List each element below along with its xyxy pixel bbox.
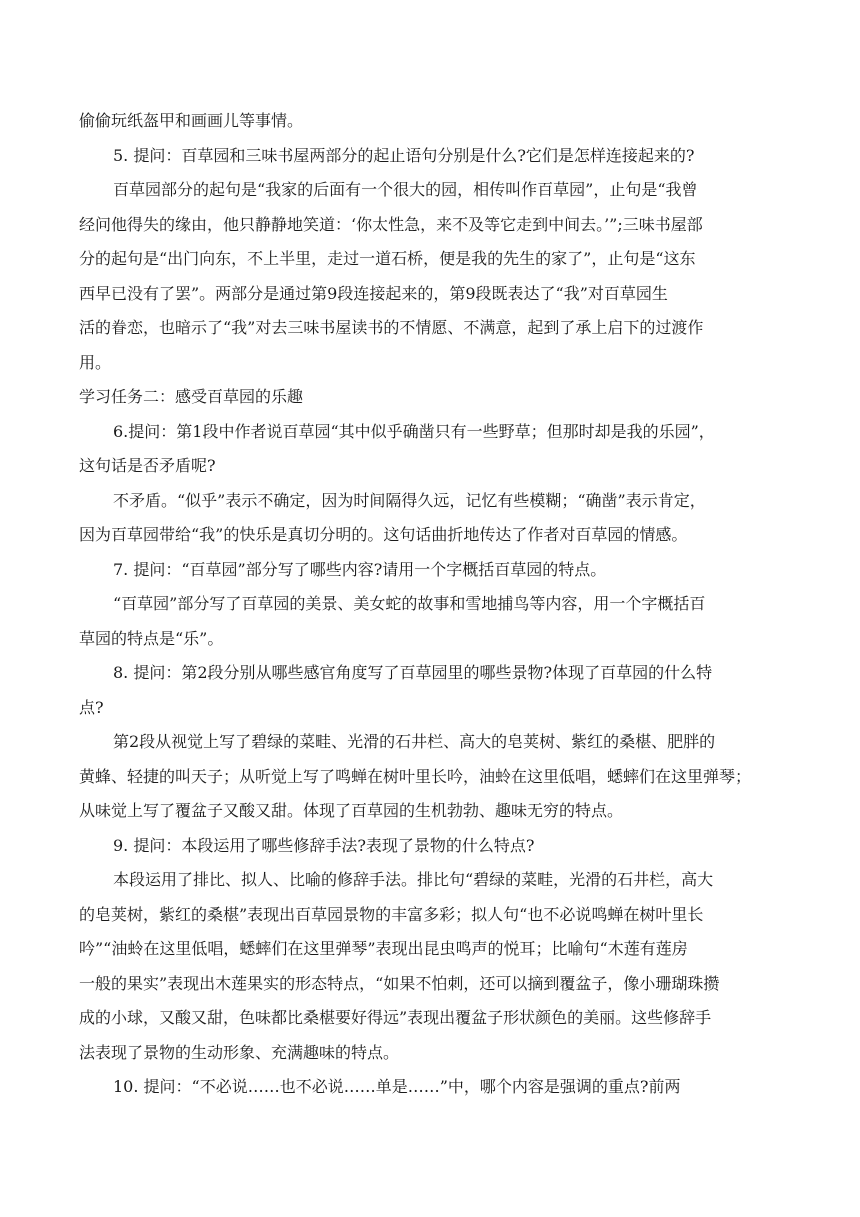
text-line: 因为百草园带给“我”的快乐是真切分明的。这句话曲折地传达了作者对百草园的情感。 — [79, 525, 688, 544]
answer-9 — [79, 863, 786, 1070]
text-line: 用。 — [79, 352, 112, 372]
question-9 — [79, 829, 786, 864]
question-10 — [79, 1070, 786, 1105]
text-line: 经问他得失的缘由，他只静静地笑道：‘你太性急，来不及等它走到中间去。’”;三味书屋部 — [79, 214, 703, 234]
text-line: 8. 提问：第2段分别从哪些感官角度写了百草园里的哪些景物?体现了百草园的什么特 — [113, 663, 713, 682]
text-line: 点? — [79, 697, 104, 717]
text-line: 活的眷恋，也暗示了“我”对去三味书屋读书的不情愿、不满意，起到了承上启下的过渡作 — [79, 318, 704, 337]
answer-5 — [79, 173, 786, 380]
question-7 — [79, 553, 786, 588]
question-8 — [79, 656, 786, 725]
text-line: 西早已没有了罢”。两部分是通过第9段连接起来的，第9段既表达了“我”对百草园生 — [79, 283, 668, 303]
text-line: 第2段从视觉上写了碧绿的菜畦、光滑的石井栏、高大的皂荚树、紫红的桑椹、肥胖的 — [113, 732, 716, 751]
text-line: 不矛盾。“似乎”表示不确定，因为时间隔得久远，记忆有些模糊；“确凿”表示肯定， — [113, 490, 706, 510]
answer-6 — [79, 484, 786, 553]
text-line: 法表现了景物的生动形象、充满趣味的特点。 — [79, 1042, 400, 1062]
text-line: 黄蜂、轻捷的叫天子；从听觉上写了鸣蝉在树叶里长吟，油蛉在这里低唱，蟋蟀们在这里弹琴； — [79, 766, 752, 786]
text-line: 这句话是否矛盾呢? — [79, 456, 216, 475]
answer-8 — [79, 725, 786, 829]
text-line: 一般的果实”表现出木莲果实的形态特点，“如果不怕刺，还可以摘到覆盆子，像小珊瑚珠攒 — [79, 973, 720, 993]
text-line: 吟”“油蛉在这里低唱，蟋蟀们在这里弹琴”表现出昆虫鸣声的悦耳；比喻句“木莲有莲房 — [79, 939, 688, 958]
text-line: 成的小球，又酸又甜，色味都比桑椹要好得远”表现出覆盆子形状颜色的美丽。这些修辞手 — [79, 1008, 712, 1027]
text-line: 学习任务二：感受百草园的乐趣 — [79, 387, 304, 406]
text-line: 的皂荚树，紫红的桑椹”表现出百草园景物的丰富多彩；拟人句“也不必说鸣蝉在树叶里长 — [79, 904, 704, 924]
text-line: 5. 提问：百草园和三味书屋两部分的起止语句分别是什么?它们是怎样连接起来的? — [113, 145, 695, 165]
text-line: 10. 提问：“不必说……也不必说……单是……”中，哪个内容是强调的重点?前两 — [113, 1077, 681, 1096]
text-line: 7. 提问：“百草园”部分写了哪些内容?请用一个字概括百草园的特点。 — [113, 559, 607, 579]
answer-7 — [79, 587, 786, 656]
question-6 — [79, 415, 786, 484]
text-line: 本段运用了排比、拟人、比喻的修辞手法。排比句“碧绿的菜畦，光滑的石井栏，高大 — [113, 870, 714, 889]
text-line: 9. 提问：本段运用了哪些修辞手法?表现了景物的什么特点? — [113, 835, 535, 855]
text-line: 从味觉上写了覆盆子又酸又甜。体现了百草园的生机勃勃、趣味无穷的特点。 — [79, 801, 624, 820]
paragraph-continued — [79, 104, 786, 139]
section-heading-task-2 — [79, 380, 786, 415]
text-line: 草园的特点是“乐”。 — [79, 628, 224, 648]
text-line: “百草园”部分写了百草园的美景、美女蛇的故事和雪地捕鸟等内容，用一个字概括百 — [113, 594, 706, 613]
text-line: 分的起句是“出门向东，不上半里，走过一道石桥，便是我的先生的家了”，止句是“这东 — [79, 249, 696, 268]
text-line: 偷偷玩纸盔甲和画画儿等事情。 — [79, 111, 304, 130]
text-line: 6.提问：第1段中作者说百草园“其中似乎确凿只有一些野草；但那时却是我的乐园”， — [113, 421, 715, 441]
text-line: 百草园部分的起句是“我家的后面有一个很大的园，相传叫作百草园”，止句是“我曾 — [113, 180, 698, 199]
question-5 — [79, 139, 786, 174]
